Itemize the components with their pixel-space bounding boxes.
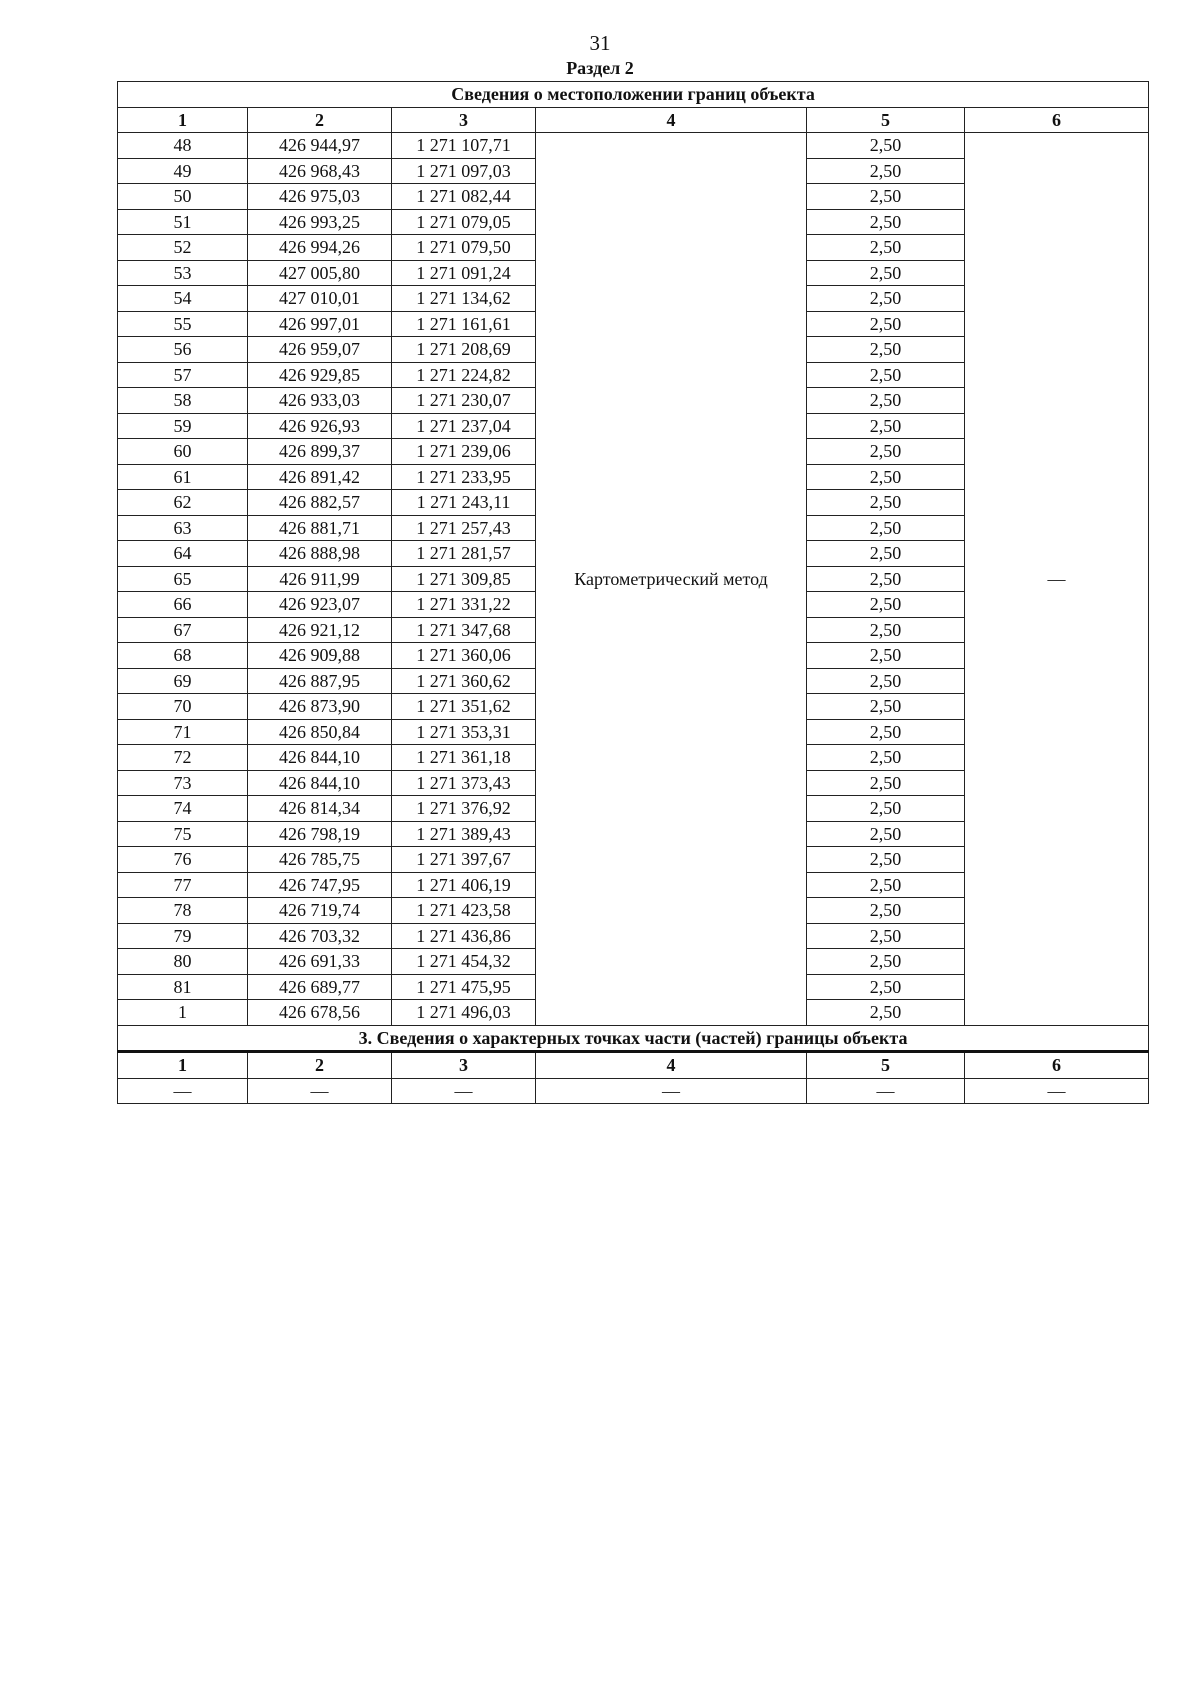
subsection-column-header: 4 bbox=[536, 1052, 807, 1079]
point-number-cell: 80 bbox=[118, 949, 248, 975]
x-coordinate-cell: 426 975,03 bbox=[248, 184, 392, 210]
x-coordinate-cell: 427 005,80 bbox=[248, 260, 392, 286]
accuracy-cell: 2,50 bbox=[807, 388, 965, 414]
accuracy-cell: 2,50 bbox=[807, 974, 965, 1000]
y-coordinate-cell: 1 271 224,82 bbox=[392, 362, 536, 388]
accuracy-cell: 2,50 bbox=[807, 209, 965, 235]
accuracy-cell: 2,50 bbox=[807, 923, 965, 949]
x-coordinate-cell: 426 747,95 bbox=[248, 872, 392, 898]
x-coordinate-cell: 426 719,74 bbox=[248, 898, 392, 924]
x-coordinate-cell: 426 944,97 bbox=[248, 133, 392, 159]
accuracy-cell: 2,50 bbox=[807, 694, 965, 720]
y-coordinate-cell: 1 271 406,19 bbox=[392, 872, 536, 898]
column-header: 4 bbox=[536, 107, 807, 133]
accuracy-cell: 2,50 bbox=[807, 592, 965, 618]
accuracy-cell: 2,50 bbox=[807, 566, 965, 592]
x-coordinate-cell: 426 887,95 bbox=[248, 668, 392, 694]
table-row bbox=[118, 133, 1149, 159]
y-coordinate-cell: 1 271 134,62 bbox=[392, 286, 536, 312]
x-coordinate-cell: 426 691,33 bbox=[248, 949, 392, 975]
subsection-column-header: 6 bbox=[965, 1052, 1149, 1079]
x-coordinate-cell: 426 929,85 bbox=[248, 362, 392, 388]
point-number-cell: 65 bbox=[118, 566, 248, 592]
point-number-cell: 56 bbox=[118, 337, 248, 363]
y-coordinate-cell: 1 271 079,05 bbox=[392, 209, 536, 235]
accuracy-cell: 2,50 bbox=[807, 821, 965, 847]
accuracy-cell: 2,50 bbox=[807, 337, 965, 363]
point-number-cell: 66 bbox=[118, 592, 248, 618]
x-coordinate-cell: 426 997,01 bbox=[248, 311, 392, 337]
point-number-cell: 64 bbox=[118, 541, 248, 567]
accuracy-cell: 2,50 bbox=[807, 439, 965, 465]
y-coordinate-cell: 1 271 233,95 bbox=[392, 464, 536, 490]
y-coordinate-cell: 1 271 423,58 bbox=[392, 898, 536, 924]
y-coordinate-cell: 1 271 331,22 bbox=[392, 592, 536, 618]
x-coordinate-cell: 426 968,43 bbox=[248, 158, 392, 184]
accuracy-cell: 2,50 bbox=[807, 898, 965, 924]
accuracy-cell: 2,50 bbox=[807, 235, 965, 261]
point-number-cell: 79 bbox=[118, 923, 248, 949]
y-coordinate-cell: 1 271 496,03 bbox=[392, 1000, 536, 1026]
x-coordinate-cell: 426 926,93 bbox=[248, 413, 392, 439]
subsection-cell: — bbox=[392, 1078, 536, 1104]
accuracy-cell: 2,50 bbox=[807, 796, 965, 822]
point-number-cell: 81 bbox=[118, 974, 248, 1000]
accuracy-cell: 2,50 bbox=[807, 668, 965, 694]
subsection-cell: — bbox=[807, 1078, 965, 1104]
column-header: 1 bbox=[118, 107, 248, 133]
x-coordinate-cell: 426 678,56 bbox=[248, 1000, 392, 1026]
description-cell: — bbox=[965, 133, 1149, 1026]
accuracy-cell: 2,50 bbox=[807, 643, 965, 669]
accuracy-cell: 2,50 bbox=[807, 362, 965, 388]
section-title: Раздел 2 bbox=[566, 58, 634, 78]
y-coordinate-cell: 1 271 397,67 bbox=[392, 847, 536, 873]
accuracy-cell: 2,50 bbox=[807, 286, 965, 312]
point-number-cell: 77 bbox=[118, 872, 248, 898]
x-coordinate-cell: 426 798,19 bbox=[248, 821, 392, 847]
y-coordinate-cell: 1 271 353,31 bbox=[392, 719, 536, 745]
column-header: 2 bbox=[248, 107, 392, 133]
x-coordinate-cell: 426 814,34 bbox=[248, 796, 392, 822]
y-coordinate-cell: 1 271 376,92 bbox=[392, 796, 536, 822]
accuracy-cell: 2,50 bbox=[807, 515, 965, 541]
accuracy-cell: 2,50 bbox=[807, 158, 965, 184]
x-coordinate-cell: 426 888,98 bbox=[248, 541, 392, 567]
point-number-cell: 74 bbox=[118, 796, 248, 822]
subsection-column-header: 5 bbox=[807, 1052, 965, 1079]
accuracy-cell: 2,50 bbox=[807, 260, 965, 286]
y-coordinate-cell: 1 271 079,50 bbox=[392, 235, 536, 261]
x-coordinate-cell: 426 959,07 bbox=[248, 337, 392, 363]
x-coordinate-cell: 426 933,03 bbox=[248, 388, 392, 414]
y-coordinate-cell: 1 271 161,61 bbox=[392, 311, 536, 337]
point-number-cell: 63 bbox=[118, 515, 248, 541]
subsection-cell: — bbox=[118, 1078, 248, 1104]
y-coordinate-cell: 1 271 347,68 bbox=[392, 617, 536, 643]
x-coordinate-cell: 426 882,57 bbox=[248, 490, 392, 516]
accuracy-cell: 2,50 bbox=[807, 184, 965, 210]
accuracy-cell: 2,50 bbox=[807, 872, 965, 898]
x-coordinate-cell: 426 899,37 bbox=[248, 439, 392, 465]
accuracy-cell: 2,50 bbox=[807, 311, 965, 337]
point-number-cell: 61 bbox=[118, 464, 248, 490]
x-coordinate-cell: 426 891,42 bbox=[248, 464, 392, 490]
x-coordinate-cell: 426 911,99 bbox=[248, 566, 392, 592]
accuracy-cell: 2,50 bbox=[807, 617, 965, 643]
point-number-cell: 68 bbox=[118, 643, 248, 669]
column-header: 3 bbox=[392, 107, 536, 133]
point-number-cell: 57 bbox=[118, 362, 248, 388]
y-coordinate-cell: 1 271 091,24 bbox=[392, 260, 536, 286]
accuracy-cell: 2,50 bbox=[807, 847, 965, 873]
y-coordinate-cell: 1 271 082,44 bbox=[392, 184, 536, 210]
y-coordinate-cell: 1 271 281,57 bbox=[392, 541, 536, 567]
x-coordinate-cell: 426 703,32 bbox=[248, 923, 392, 949]
x-coordinate-cell: 426 850,84 bbox=[248, 719, 392, 745]
y-coordinate-cell: 1 271 208,69 bbox=[392, 337, 536, 363]
point-number-cell: 53 bbox=[118, 260, 248, 286]
accuracy-cell: 2,50 bbox=[807, 1000, 965, 1026]
y-coordinate-cell: 1 271 475,95 bbox=[392, 974, 536, 1000]
y-coordinate-cell: 1 271 257,43 bbox=[392, 515, 536, 541]
column-header: 5 bbox=[807, 107, 965, 133]
x-coordinate-cell: 426 873,90 bbox=[248, 694, 392, 720]
point-number-cell: 1 bbox=[118, 1000, 248, 1026]
y-coordinate-cell: 1 271 239,06 bbox=[392, 439, 536, 465]
y-coordinate-cell: 1 271 360,62 bbox=[392, 668, 536, 694]
point-number-cell: 73 bbox=[118, 770, 248, 796]
point-number-cell: 50 bbox=[118, 184, 248, 210]
point-number-cell: 72 bbox=[118, 745, 248, 771]
point-number-cell: 55 bbox=[118, 311, 248, 337]
y-coordinate-cell: 1 271 107,71 bbox=[392, 133, 536, 159]
point-number-cell: 60 bbox=[118, 439, 248, 465]
point-number-cell: 78 bbox=[118, 898, 248, 924]
table-body bbox=[118, 133, 1149, 1026]
x-coordinate-cell: 426 993,25 bbox=[248, 209, 392, 235]
point-number-cell: 69 bbox=[118, 668, 248, 694]
point-number-cell: 67 bbox=[118, 617, 248, 643]
y-coordinate-cell: 1 271 230,07 bbox=[392, 388, 536, 414]
point-number-cell: 49 bbox=[118, 158, 248, 184]
accuracy-cell: 2,50 bbox=[807, 464, 965, 490]
accuracy-cell: 2,50 bbox=[807, 490, 965, 516]
accuracy-cell: 2,50 bbox=[807, 770, 965, 796]
subsection-cell: — bbox=[536, 1078, 807, 1104]
subsection-cell: — bbox=[248, 1078, 392, 1104]
x-coordinate-cell: 426 689,77 bbox=[248, 974, 392, 1000]
accuracy-cell: 2,50 bbox=[807, 719, 965, 745]
point-number-cell: 62 bbox=[118, 490, 248, 516]
x-coordinate-cell: 426 909,88 bbox=[248, 643, 392, 669]
point-number-cell: 58 bbox=[118, 388, 248, 414]
table-caption: Сведения о местоположении границ объекта bbox=[118, 82, 1149, 108]
subsection-cell: — bbox=[965, 1078, 1149, 1104]
page-number: 31 bbox=[589, 31, 611, 55]
point-number-cell: 59 bbox=[118, 413, 248, 439]
y-coordinate-cell: 1 271 237,04 bbox=[392, 413, 536, 439]
accuracy-cell: 2,50 bbox=[807, 133, 965, 159]
point-number-cell: 52 bbox=[118, 235, 248, 261]
y-coordinate-cell: 1 271 351,62 bbox=[392, 694, 536, 720]
x-coordinate-cell: 427 010,01 bbox=[248, 286, 392, 312]
point-number-cell: 54 bbox=[118, 286, 248, 312]
point-number-cell: 75 bbox=[118, 821, 248, 847]
x-coordinate-cell: 426 923,07 bbox=[248, 592, 392, 618]
accuracy-cell: 2,50 bbox=[807, 949, 965, 975]
y-coordinate-cell: 1 271 436,86 bbox=[392, 923, 536, 949]
y-coordinate-cell: 1 271 361,18 bbox=[392, 745, 536, 771]
point-number-cell: 71 bbox=[118, 719, 248, 745]
x-coordinate-cell: 426 881,71 bbox=[248, 515, 392, 541]
point-number-cell: 70 bbox=[118, 694, 248, 720]
y-coordinate-cell: 1 271 309,85 bbox=[392, 566, 536, 592]
y-coordinate-cell: 1 271 360,06 bbox=[392, 643, 536, 669]
y-coordinate-cell: 1 271 373,43 bbox=[392, 770, 536, 796]
method-cell: Картометрический метод bbox=[536, 133, 807, 1026]
x-coordinate-cell: 426 844,10 bbox=[248, 745, 392, 771]
y-coordinate-cell: 1 271 389,43 bbox=[392, 821, 536, 847]
x-coordinate-cell: 426 844,10 bbox=[248, 770, 392, 796]
accuracy-cell: 2,50 bbox=[807, 413, 965, 439]
accuracy-cell: 2,50 bbox=[807, 541, 965, 567]
subsection-column-header: 3 bbox=[392, 1052, 536, 1079]
x-coordinate-cell: 426 921,12 bbox=[248, 617, 392, 643]
x-coordinate-cell: 426 785,75 bbox=[248, 847, 392, 873]
point-number-cell: 76 bbox=[118, 847, 248, 873]
subsection-caption: 3. Сведения о характерных точках части (частей) границы объекта bbox=[118, 1025, 1149, 1052]
y-coordinate-cell: 1 271 097,03 bbox=[392, 158, 536, 184]
subsection-column-header: 2 bbox=[248, 1052, 392, 1079]
subsection-column-header: 1 bbox=[118, 1052, 248, 1079]
y-coordinate-cell: 1 271 243,11 bbox=[392, 490, 536, 516]
column-header: 6 bbox=[965, 107, 1149, 133]
point-number-cell: 51 bbox=[118, 209, 248, 235]
accuracy-cell: 2,50 bbox=[807, 745, 965, 771]
y-coordinate-cell: 1 271 454,32 bbox=[392, 949, 536, 975]
point-number-cell: 48 bbox=[118, 133, 248, 159]
x-coordinate-cell: 426 994,26 bbox=[248, 235, 392, 261]
boundary-table bbox=[117, 81, 1149, 1104]
